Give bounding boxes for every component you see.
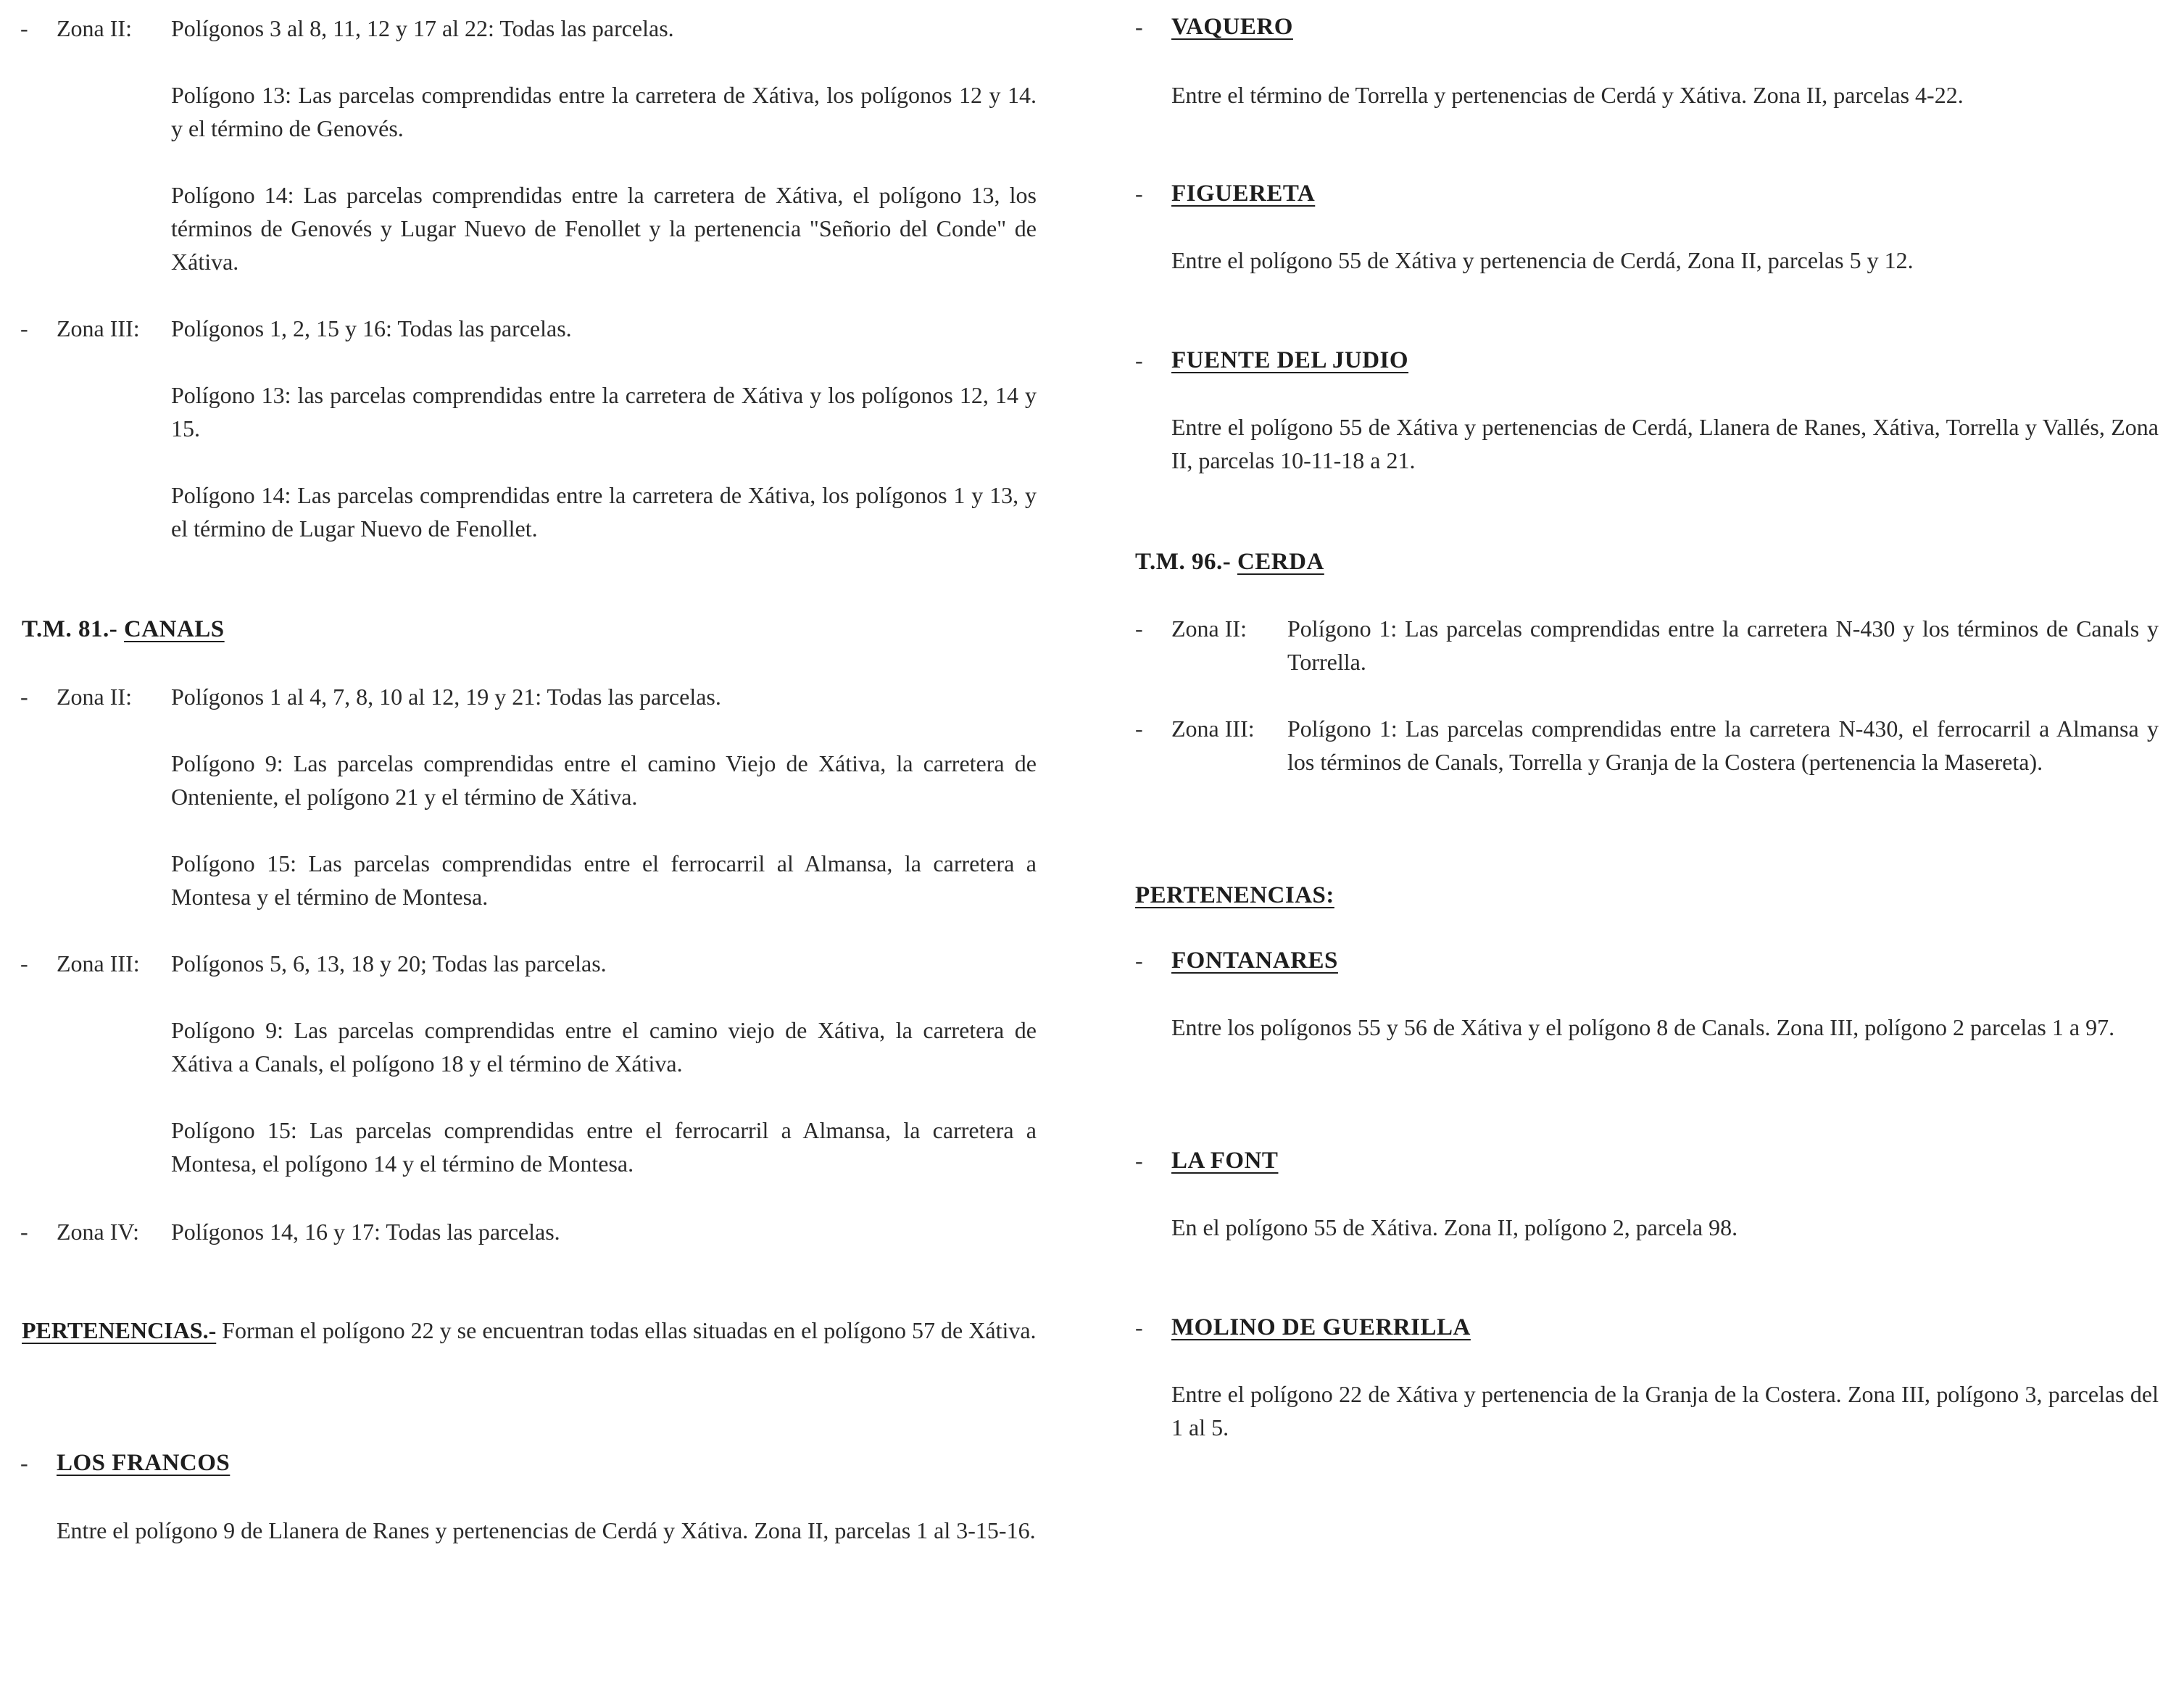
- pertenencias-heading: PERTENENCIAS.-: [22, 1317, 217, 1343]
- polygon-paragraph: Polígono 9: Las parcelas comprendidas entre el camino viejo de Xátiva, la carretera de Xátiva a Canals, el polígono 18 y el término de Xátiva.: [171, 1017, 1037, 1077]
- zone-label: Zona II:: [1171, 615, 1247, 642]
- pertenencia-name: LA FONT: [1171, 1148, 1279, 1174]
- list-bullet: -: [1135, 14, 1143, 40]
- zone-label: Zona III:: [1171, 716, 1255, 742]
- section-heading-canals: [22, 613, 225, 646]
- list-bullet: -: [1135, 716, 1143, 742]
- zone-label: Zona II:: [57, 684, 132, 710]
- pertenencia-name: VAQUERO: [1171, 14, 1293, 40]
- pertenencia-description: Entre el polígono 55 de Xátiva y pertenencias de Cerdá, Llanera de Ranes, Xátiva, Torrella y Vallés, Zona II, parcelas 10-11-18 a 21.: [1171, 414, 2159, 473]
- list-bullet: -: [20, 1219, 28, 1245]
- polygon-paragraph: Polígono 13: las parcelas comprendidas entre la carretera de Xátiva y los polígonos 12, 14 y 15.: [171, 382, 1037, 441]
- polygon-paragraph: Polígono 15: Las parcelas comprendidas entre el ferrocarril al Almansa, la carretera a Montesa y el término de Montesa.: [171, 850, 1037, 910]
- pertenencia-heading-la-font: [1171, 1144, 1278, 1177]
- municipality-code: T.M. 81.-: [22, 616, 124, 642]
- pertenencia-heading-figuereta: [1171, 177, 1315, 210]
- section-heading-cerda: [1135, 545, 1324, 579]
- zone-line: Polígonos 5, 6, 13, 18 y 20; Todas las parcelas.: [171, 950, 607, 977]
- zone-label: Zona III:: [57, 950, 140, 977]
- polygon-paragraph: Polígono 14: Las parcelas comprendidas entre la carretera de Xátiva, los polígonos 1 y 13, y el término de Lugar Nuevo de Fenollet.: [171, 482, 1037, 542]
- list-bullet: -: [1135, 1148, 1143, 1174]
- pertenencia-heading-fontanares: [1171, 944, 1338, 977]
- polygon-paragraph: Polígono 14: Las parcelas comprendidas entre la carretera de Xátiva, el polígono 13, los términos de Genovés y Lugar Nuevo de Fenollet y la pertenencia "Señorio del Conde" de Xátiva.: [171, 182, 1037, 275]
- pertenencias-heading: PERTENENCIAS:: [1135, 882, 1334, 908]
- zone-line: Polígonos 1 al 4, 7, 8, 10 al 12, 19 y 21: Todas las parcelas.: [171, 684, 721, 710]
- zone-line: Polígonos 1, 2, 15 y 16: Todas las parcelas.: [171, 315, 572, 341]
- pertenencia-description: En el polígono 55 de Xátiva. Zona II, polígono 2, parcela 98.: [1171, 1214, 1738, 1240]
- pertenencias-text: Forman el polígono 22 y se encuentran todas ellas situadas en el polígono 57 de Xátiva.: [216, 1317, 1037, 1343]
- pertenencia-description: Entre el término de Torrella y pertenencias de Cerdá y Xátiva. Zona II, parcelas 4-22.: [1171, 82, 1964, 108]
- pertenencia-description: Entre los polígonos 55 y 56 de Xátiva y el polígono 8 de Canals. Zona III, polígono 2 parcelas 1 a 97.: [1171, 1014, 2115, 1040]
- list-bullet: -: [1135, 948, 1143, 974]
- zone-line: Polígonos 14, 16 y 17: Todas las parcelas.: [171, 1219, 560, 1245]
- municipality-code: T.M. 96.-: [1135, 549, 1237, 575]
- pertenencia-name: MOLINO DE GUERRILLA: [1171, 1314, 1471, 1340]
- zone-label: Zona IV:: [57, 1219, 140, 1245]
- municipality-name: CERDA: [1237, 549, 1324, 575]
- polygon-paragraph: Polígono 9: Las parcelas comprendidas entre el camino Viejo de Xátiva, la carretera de Onteniente, el polígono 21 y el término de Xátiva.: [171, 750, 1037, 810]
- list-bullet: -: [1135, 347, 1143, 373]
- zone-description: Polígono 1: Las parcelas comprendidas entre la carretera N-430 y los términos de Canals y Torrella.: [1287, 615, 2159, 675]
- pertenencias-paragraph: [22, 1314, 1037, 1347]
- list-bullet: -: [20, 950, 28, 977]
- pertenencia-name: FUENTE DEL JUDIO: [1171, 347, 1409, 373]
- pertenencia-heading-fuente-del-judio: [1171, 344, 1408, 377]
- pertenencias-section-heading: [1135, 879, 1334, 912]
- list-bullet: -: [20, 315, 28, 341]
- zone-label: Zona III:: [57, 315, 140, 341]
- zone-label: Zona II:: [57, 15, 132, 41]
- municipality-name: CANALS: [123, 616, 225, 642]
- pertenencia-description: Entre el polígono 22 de Xátiva y pertenencia de la Granja de la Costera. Zona III, polígono 3, parcelas del 1 al 5.: [1171, 1381, 2159, 1440]
- pertenencia-description: Entre el polígono 9 de Llanera de Ranes y pertenencias de Cerdá y Xátiva. Zona II, parcelas 1 al 3-15-16.: [57, 1517, 1036, 1543]
- polygon-paragraph: Polígono 13: Las parcelas comprendidas entre la carretera de Xátiva, los polígonos 12 y 14. y el término de Genovés.: [171, 82, 1037, 141]
- list-bullet: -: [1135, 615, 1143, 642]
- list-bullet: -: [20, 15, 28, 41]
- pertenencia-heading-molino-de-guerrilla: [1171, 1311, 1471, 1344]
- pertenencia-name: LOS FRANCOS: [57, 1450, 231, 1476]
- pertenencia-name: FIGUERETA: [1171, 181, 1316, 207]
- list-bullet: -: [1135, 1314, 1143, 1340]
- zone-line: Polígonos 3 al 8, 11, 12 y 17 al 22: Todas las parcelas.: [171, 15, 674, 41]
- list-bullet: -: [20, 684, 28, 710]
- polygon-paragraph: Polígono 15: Las parcelas comprendidas entre el ferrocarril a Almansa, la carretera a Montesa, el polígono 14 y el término de Montesa.: [171, 1117, 1037, 1177]
- list-bullet: -: [20, 1450, 28, 1476]
- pertenencia-name: FONTANARES: [1171, 948, 1338, 974]
- pertenencia-heading-los-francos: [57, 1446, 230, 1480]
- pertenencia-heading-vaquero: [1171, 10, 1293, 43]
- zone-description: Polígono 1: Las parcelas comprendidas entre la carretera N-430, el ferrocarril a Almansa y los términos de Canals, Torrella y Granja de la Costera (pertenencia la Masereta).: [1287, 716, 2159, 775]
- list-bullet: -: [1135, 181, 1143, 207]
- pertenencia-description: Entre el polígono 55 de Xátiva y pertenencia de Cerdá, Zona II, parcelas 5 y 12.: [1171, 247, 1914, 273]
